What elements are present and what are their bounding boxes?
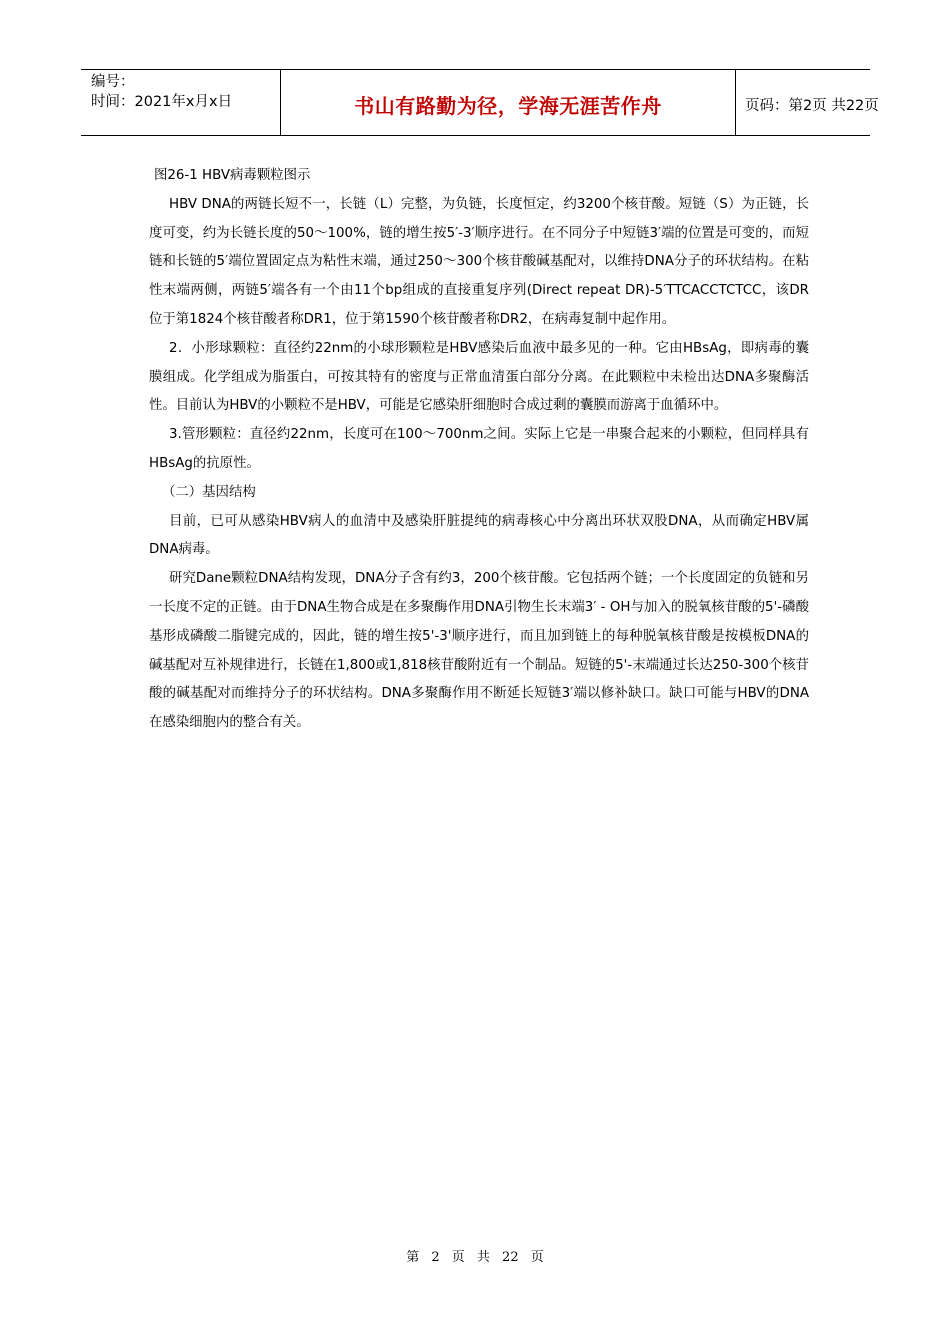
document-body bbox=[149, 162, 809, 738]
section-heading: （二）基因结构 bbox=[162, 484, 256, 500]
header-page-info: 页码：第2页 共22页 bbox=[745, 98, 879, 114]
header-motto: 书山有路勤为径，学海无涯苦作舟 bbox=[281, 70, 736, 135]
body-paragraph: HBV DNA的两链长短不一，长链（L）完整，为负链，长度恒定，约3200个核苷酸。短链（S）为正链，长度可变，约为长链长度的50～100%，链的增生按5′-3′顺序进行。在不同分子中短链3′端的位置是可变的，而短链和长链的5′端位置固定点为粘性末端，通过250～300个核苷酸碱基配对，以维持DNA分子的环状结构。在粘性末端两侧，两链5′端各有一个由11个bp组成的直接重复序列(Direct repeat DR)-5′TTCACCTCTCC，该DR位于第1824个核苷酸者称DR1，位于第1590个核苷酸者称DR2，在病毒复制中起作用。 bbox=[149, 196, 809, 327]
body-paragraph: 目前，已可从感染HBV病人的血清中及感染肝脏提纯的病毒核心中分离出环状双股DNA，从而确定HBV属DNA病毒。 bbox=[149, 513, 809, 558]
document-date: 时间：2021年x月x日 bbox=[91, 94, 233, 110]
figure-caption: 图26-1 HBV病毒颗粒图示 bbox=[154, 168, 311, 183]
body-paragraph: 3.管形颗粒：直径约22nm，长度可在100～700nm之间。实际上它是一串聚合起来的小颗粒，但同样具有HBsAg的抗原性。 bbox=[149, 427, 809, 471]
document-number-label: 编号： bbox=[91, 74, 135, 90]
header-meta bbox=[81, 70, 281, 135]
body-paragraph: 2．小形球颗粒：直径约22nm的小球形颗粒是HBV感染后血液中最多见的一种。它由HBsAg，即病毒的囊膜组成。化学组成为脂蛋白，可按其特有的密度与正常血清蛋白部分分离。在此颗粒中未检出达DNA多聚酶活性。目前认为HBV的小颗粒不是HBV，可能是它感染肝细胞时合成过剩的囊膜而游离于血循环中。 bbox=[149, 340, 809, 414]
body-paragraph: 研究Dane颗粒DNA结构发现，DNA分子含有约3，200个核苷酸。它包括两个链；一个长度固定的负链和另一长度不定的正链。由于DNA生物合成是在多聚酶作用DNA引物生长末端3′ - OH与加入的脱氧核苷酸的5'-磷酸基形成磷酸二脂键完成的，因此，链的增生按5'-3'顺序进行，而且加到链上的每种脱氧核苷酸是按模板DNA的碱基配对互补规律进行，长链在1,800或1,818核苷酸附近有一个制品。短链的5'-末端通过长达250-300个核苷酸的碱基配对而维持分子的环状结构。DNA多聚酶作用不断延长短链3′端以修补缺口。缺口可能与HBV的DNA在感染细胞内的整合有关。 bbox=[149, 571, 809, 731]
page-footer: 第 2 页 共 22 页 bbox=[406, 1250, 544, 1265]
page-header bbox=[81, 69, 879, 136]
